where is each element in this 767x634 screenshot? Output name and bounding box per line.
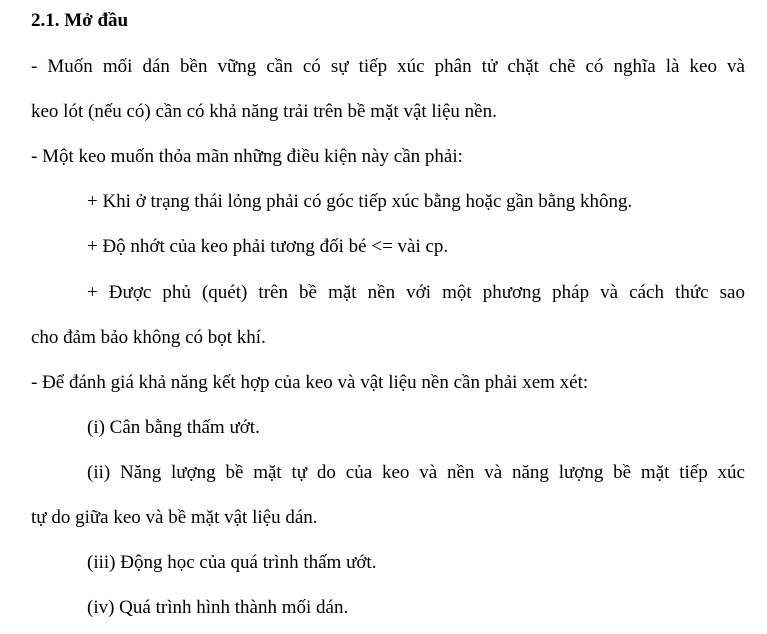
- criterion-2-line-2: tự do giữa keo và bề mặt vật liệu dán.: [31, 507, 318, 528]
- paragraph-1-line-1: - Muốn mối dán bền vững cần có sự tiếp xúc phân tử chặt chẽ có nghĩa là keo và: [31, 56, 745, 77]
- criterion-2-line-1: (ii) Năng lượng bề mặt tự do của keo và nền và năng lượng bề mặt tiếp xúc: [87, 462, 745, 483]
- criterion-4: (iv) Quá trình hình thành mối dán.: [87, 597, 349, 618]
- paragraph-2: - Một keo muốn thỏa mãn những điều kiện này cần phải:: [31, 146, 463, 167]
- requirement-2: + Độ nhớt của keo phải tương đối bé <= vài cp.: [87, 236, 449, 257]
- paragraph-1-line-2: keo lót (nếu có) cần có khả năng trải trên bề mặt vật liệu nền.: [31, 101, 497, 122]
- paragraph-3: - Để đánh giá khả năng kết hợp của keo và vật liệu nền cần phải xem xét:: [31, 372, 589, 393]
- requirement-3-line-2: cho đảm bảo không có bọt khí.: [31, 327, 266, 348]
- criterion-1: (i) Cân bằng thấm ướt.: [87, 417, 260, 438]
- section-heading: 2.1. Mở đầu: [31, 10, 129, 31]
- criterion-3: (iii) Động học của quá trình thấm ướt.: [87, 552, 377, 573]
- requirement-3-line-1: + Được phủ (quét) trên bề mặt nền với một phương pháp và cách thức sao: [87, 282, 745, 303]
- requirement-1: + Khi ở trạng thái lỏng phải có góc tiếp xúc bằng hoặc gần bằng không.: [87, 191, 633, 212]
